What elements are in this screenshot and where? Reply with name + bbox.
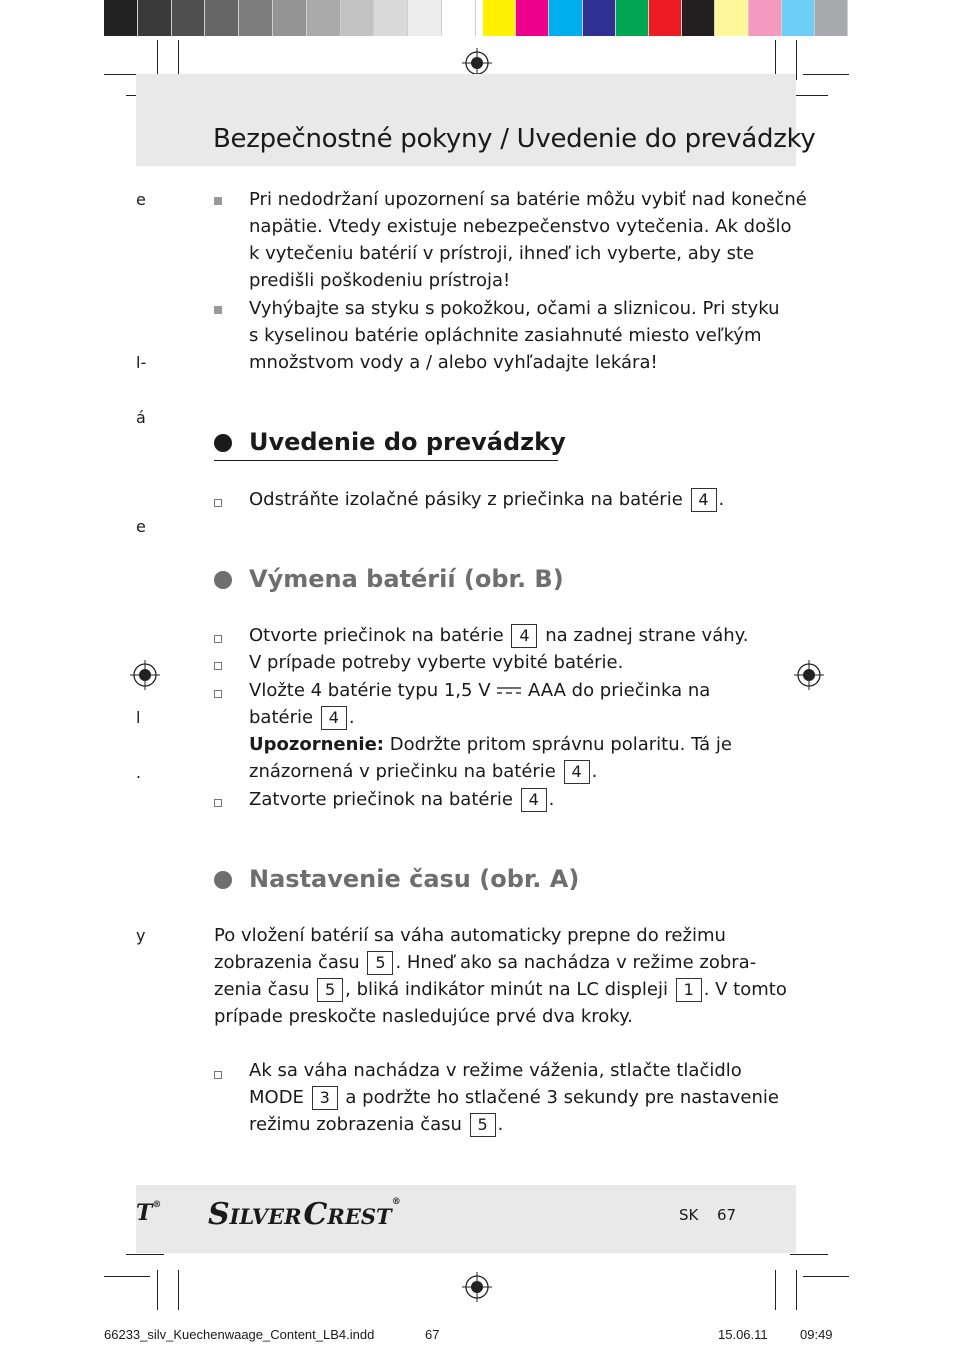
crop-mark	[104, 1276, 150, 1277]
step-checkbox-icon	[214, 662, 222, 670]
gray-swatches	[104, 0, 476, 36]
step-label: Zatvorte priečinok na batérie	[249, 789, 513, 810]
paragraph-text: . V tomto	[703, 979, 787, 1000]
slug-date: 15.06.11	[718, 1327, 768, 1342]
color-swatch	[483, 0, 516, 36]
step-text	[249, 1084, 779, 1111]
step-checkbox-icon	[214, 1071, 222, 1079]
part-reference: 5	[317, 978, 343, 1002]
page-title: Bezpečnostné pokyny / Uvedenie do prevádzky	[213, 124, 816, 154]
color-swatch	[583, 0, 616, 36]
step-label: Otvorte priečinok na batérie	[249, 625, 504, 646]
step-label: batérie	[249, 707, 314, 728]
paragraph-line	[214, 949, 756, 976]
section-underline	[214, 460, 558, 461]
color-swatch	[442, 0, 476, 36]
step-text	[249, 704, 355, 731]
crop-mark	[796, 40, 797, 80]
step-checkbox-icon	[214, 499, 222, 507]
registered-mark: ®	[152, 1200, 162, 1210]
color-swatch	[239, 0, 273, 36]
crop-mark	[790, 1254, 828, 1255]
slug-page: 67	[425, 1327, 440, 1342]
color-swatch	[104, 0, 138, 36]
section-bullet-icon	[214, 871, 232, 889]
color-swatch	[516, 0, 549, 36]
section-bullet-icon	[214, 434, 232, 452]
color-swatch	[374, 0, 408, 36]
section-bullet-icon	[214, 571, 232, 589]
crop-mark	[775, 1270, 776, 1310]
step-text	[249, 677, 710, 704]
part-reference: 4	[511, 624, 537, 648]
registration-mark-icon	[130, 660, 160, 690]
margin-fragment: l-	[136, 353, 147, 372]
paragraph-line: Po vložení batérií sa váha automaticky prepne do režimu	[214, 925, 726, 946]
part-reference: 4	[321, 706, 347, 730]
slug-filename: 66233_silv_Kuechenwaage_Content_LB4.indd	[104, 1327, 375, 1342]
brand-logo	[208, 1197, 401, 1232]
margin-fragment: l	[136, 708, 141, 727]
color-swatch	[307, 0, 341, 36]
step-text	[249, 486, 724, 513]
step-label: režimu zobrazenia času	[249, 1114, 462, 1135]
step-text	[249, 1111, 503, 1138]
punctuation: .	[348, 707, 355, 728]
safety-bullet-line: k vytečeniu batérií v prístroji, ihneď ich vyberte, aby ste	[249, 243, 755, 264]
color-swatch	[273, 0, 307, 36]
part-reference: 5	[470, 1113, 496, 1137]
crop-mark	[803, 74, 849, 75]
bullet-square-icon	[214, 197, 222, 205]
brand-logo-letter: S	[208, 1197, 230, 1232]
part-reference: 5	[367, 951, 393, 975]
slug-time: 09:49	[800, 1327, 833, 1342]
crop-mark	[178, 1270, 179, 1310]
margin-fragment: e	[136, 190, 146, 209]
section-heading: Uvedenie do prevádzky	[249, 428, 566, 456]
brand-logo-letter: C	[303, 1197, 328, 1232]
part-reference: 1	[676, 978, 702, 1002]
bullet-square-icon	[214, 306, 222, 314]
margin-fragment: e	[136, 517, 146, 536]
part-reference: 3	[312, 1086, 338, 1110]
safety-bullet-line: množstvom vody a / alebo vyhľadajte lekára!	[249, 352, 658, 373]
brand-logo-letter: REST	[327, 1204, 392, 1229]
punctuation: .	[548, 789, 555, 810]
safety-bullet-line: predišli poškodeniu prístroja!	[249, 270, 511, 291]
note-text	[249, 731, 732, 758]
note-text	[249, 758, 597, 785]
color-swatch	[138, 0, 172, 36]
paragraph-line: prípade preskočte nasledujúce prvé dva kroky.	[214, 1006, 633, 1027]
registration-mark-icon	[462, 1272, 492, 1302]
color-swatch	[172, 0, 206, 36]
paragraph-text: zobrazenia času	[214, 952, 360, 973]
color-swatch	[715, 0, 748, 36]
note-body: znázornená v priečinku na batérie	[249, 761, 556, 782]
footer-fragment-text: T	[136, 1200, 153, 1226]
section-heading: Výmena batérií (obr. B)	[249, 565, 564, 593]
page-number: 67	[717, 1206, 737, 1224]
step-label: MODE	[249, 1087, 304, 1108]
color-swatch	[616, 0, 649, 36]
paragraph-text: zenia času	[214, 979, 310, 1000]
punctuation: .	[718, 489, 725, 510]
step-label: Odstráňte izolačné pásiky z priečinka na batérie	[249, 489, 683, 510]
step-checkbox-icon	[214, 635, 222, 643]
safety-bullet-line: napätie. Vtedy existuje nebezpečenstvo vytečenia. Ak došlo	[249, 216, 792, 237]
direct-current-icon	[496, 686, 522, 696]
safety-bullet-line: Vyhýbajte sa styku s pokožkou, očami a sliznicou. Pri styku	[249, 298, 780, 319]
registered-mark: ®	[391, 1197, 401, 1207]
crop-mark	[126, 1254, 164, 1255]
registration-mark-icon	[794, 660, 824, 690]
crop-mark	[796, 1270, 797, 1310]
step-checkbox-icon	[214, 690, 222, 698]
step-label: AAA do priečinka na	[527, 680, 711, 701]
paragraph-line	[214, 976, 787, 1003]
step-text	[249, 786, 554, 813]
color-swatch	[341, 0, 375, 36]
color-swatch	[682, 0, 715, 36]
step-text: V prípade potreby vyberte vybité batérie.	[249, 652, 624, 673]
process-color-swatches	[483, 0, 848, 36]
color-swatch	[782, 0, 815, 36]
paragraph-text: , bliká indikátor minút na LC displeji	[345, 979, 668, 1000]
step-label: na zadnej strane váhy.	[545, 625, 749, 646]
step-label: a podržte ho stlačené 3 sekundy pre nastavenie	[345, 1087, 779, 1108]
margin-fragment: .	[136, 763, 142, 782]
color-swatch	[815, 0, 848, 36]
punctuation: .	[497, 1114, 504, 1135]
margin-fragment: á	[136, 408, 146, 427]
step-label: Vložte 4 batérie typu 1,5 V	[249, 680, 491, 701]
section-heading: Nastavenie času (obr. A)	[249, 865, 580, 893]
color-swatch	[749, 0, 782, 36]
safety-bullet-line: Pri nedodržaní upozornení sa batérie môžu vybiť nad konečné	[249, 189, 807, 210]
note-label: Upozornenie:	[249, 734, 384, 755]
step-checkbox-icon	[214, 799, 222, 807]
safety-bullet-line: s kyselinou batérie opláchnite zasiahnuté miesto veľkým	[249, 325, 762, 346]
language-code: SK	[679, 1206, 699, 1224]
color-swatch	[408, 0, 442, 36]
margin-fragment: y	[136, 926, 146, 945]
brand-logo-letter: ILVER	[229, 1204, 302, 1229]
punctuation: .	[591, 761, 598, 782]
crop-mark	[803, 1276, 849, 1277]
part-reference: 4	[691, 488, 717, 512]
footer-left-fragment	[136, 1200, 161, 1226]
part-reference: 4	[564, 760, 590, 784]
step-text: Ak sa váha nachádza v režime váženia, stlačte tlačidlo	[249, 1060, 742, 1081]
color-swatch	[549, 0, 582, 36]
paragraph-text: . Hneď ako sa nachádza v režime zobra-	[395, 952, 757, 973]
color-swatch	[649, 0, 682, 36]
color-swatch	[205, 0, 239, 36]
crop-mark	[157, 1270, 158, 1310]
part-reference: 4	[521, 788, 547, 812]
note-body: Dodržte pritom správnu polaritu. Tá je	[389, 734, 732, 755]
step-text	[249, 622, 748, 649]
